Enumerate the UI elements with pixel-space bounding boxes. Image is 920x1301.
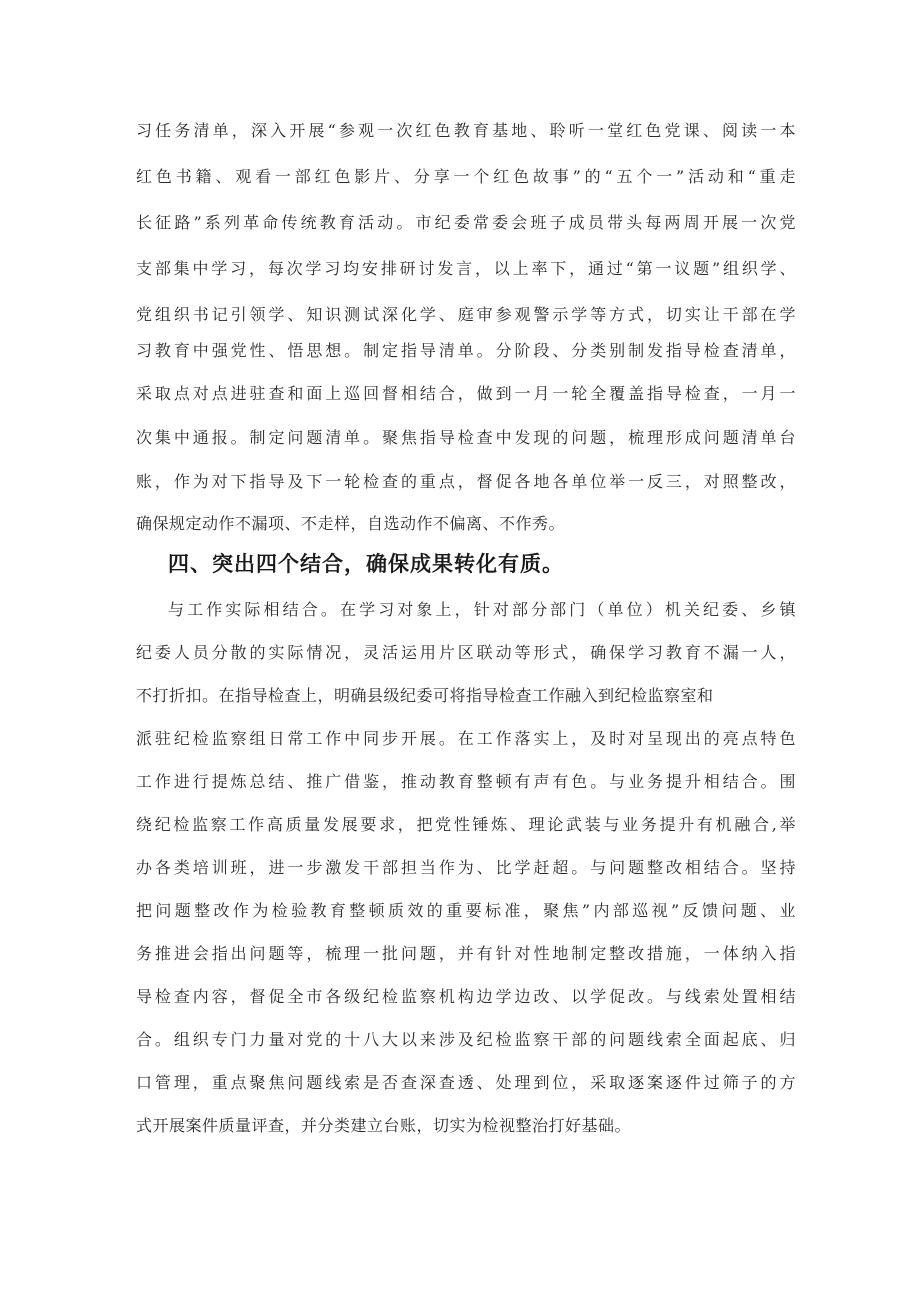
- paragraph-1-line-2: 红色书籍、观看一部红色影片、分享一个红色故事”的“五个一”活动和“重走: [136, 167, 796, 186]
- paragraph-2-line-3: 不打折扣。在指导检查上，明确县级纪委可将指导检查工作融入到纪检监察室和: [136, 686, 714, 705]
- paragraph-2-line-12: 口管理，重点聚焦问题线索是否查深查透、处理到位，采取逐案逐件过筛子的方: [136, 1073, 796, 1092]
- paragraph-2-line-7: 办各类培训班，进一步激发干部担当作为、比学赶超。与问题整改相结合。坚持: [136, 858, 796, 877]
- section-heading: 四、突出四个结合，确保成果转化有质。: [168, 552, 564, 576]
- paragraph-1-line-10: 确保规定动作不漏项、不走样，自选动作不偏离、不作秀。: [136, 514, 566, 533]
- paragraph-1-line-7: 采取点对点进驻查和面上巡回督相结合，做到一月一轮全覆盖指导检查，一月一: [136, 384, 796, 403]
- paragraph-2-line-6: 绕纪检监察工作高质量发展要求，把党性锤炼、理论武装与业务提升有机融合,举: [136, 815, 796, 834]
- paragraph-2-line-11: 合。组织专门力量对党的十八大以来涉及纪检监察干部的问题线索全面起底、归: [136, 1030, 796, 1049]
- paragraph-1-line-9: 账，作为对下指导及下一轮检查的重点，督促各地各单位举一反三，对照整改，: [136, 472, 796, 491]
- paragraph-2-line-5: 工作进行提炼总结、推广借鉴，推动教育整顿有声有色。与业务提升相结合。围: [136, 772, 796, 791]
- paragraph-1-line-6: 习教育中强党性、悟思想。制定指导清单。分阶段、分类别制发指导检查清单，: [136, 341, 796, 360]
- paragraph-2-line-13: 式开展案件质量评查，并分类建立台账，切实为检视整治打好基础。: [136, 1116, 632, 1135]
- paragraph-2-line-4: 派驻纪检监察组日常工作中同步开展。在工作落实上，及时对呈现出的亮点特色: [136, 729, 796, 748]
- paragraph-2-line-1: 与工作实际相结合。在学习对象上，针对部分部门（单位）机关纪委、乡镇: [168, 600, 796, 619]
- paragraph-1-line-1: 习任务清单，深入开展“参观一次红色教育基地、聆听一堂红色党课、阅读一本: [136, 121, 796, 140]
- paragraph-2-line-8: 把问题整改作为检验教育整顿质效的重要标准，聚焦”内部巡视”反馈问题、业: [136, 901, 796, 920]
- paragraph-2-line-9: 务推进会指出问题等，梳理一批问题，并有针对性地制定整改措施，一体纳入指: [136, 944, 796, 963]
- paragraph-1-line-3: 长征路”系列革命传统教育活动。市纪委常委会班子成员带头每两周开展一次党: [136, 213, 796, 232]
- paragraph-2-line-2: 纪委人员分散的实际情况，灵活运用片区联动等形式，确保学习教育不漏一人，: [136, 643, 796, 662]
- paragraph-1-line-5: 党组织书记引领学、知识测试深化学、庭审参观警示学等方式，切实让干部在学: [136, 305, 796, 324]
- paragraph-1-line-8: 次集中通报。制定问题清单。聚焦指导检查中发现的问题，梳理形成问题清单台: [136, 428, 796, 447]
- paragraph-2-line-10: 导检查内容，督促全市各级纪检监察机构边学边改、以学促改。与线索处置相结: [136, 987, 796, 1006]
- paragraph-1-line-4: 支部集中学习，每次学习均安排研讨发言，以上率下，通过“第一议题”组织学、: [136, 259, 796, 278]
